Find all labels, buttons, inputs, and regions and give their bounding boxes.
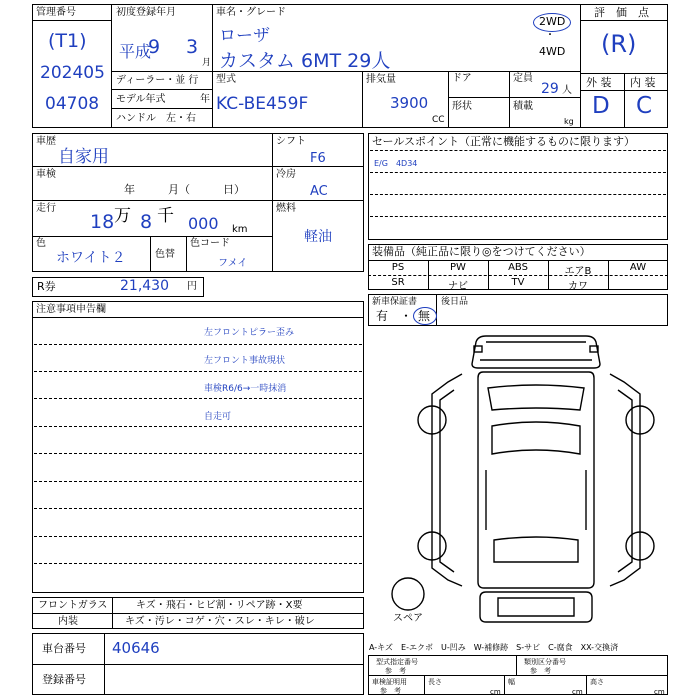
year: 9 (148, 36, 161, 58)
displacement-value: 3900 (390, 94, 429, 112)
recycle-value: 21,430 (120, 278, 169, 294)
equip-navi: ナビ (448, 281, 468, 292)
equip-aw: AW (629, 262, 647, 273)
warranty-value: 有 ・ (376, 309, 413, 323)
width-unit: cm (572, 688, 583, 696)
handle-label: ハンドル 左・右 (116, 113, 196, 124)
recycle-unit: 円 (187, 281, 197, 292)
note-line-3: 車検R6/6→一時抹消 (204, 384, 287, 394)
color-code-value: フメイ (218, 258, 248, 269)
color-code-label: 色コード (190, 238, 230, 249)
warranty-circled: 無 (418, 309, 431, 323)
sales-line1: E/G 4D34 (374, 159, 418, 168)
fuel-label: 燃料 (276, 203, 296, 214)
mileage-unit: km (232, 224, 248, 235)
displacement-unit: CC (432, 115, 445, 125)
later-label: 後日品 (441, 297, 469, 307)
notes-title: 注意事項申告欄 (36, 304, 106, 315)
first-reg-label: 初度登録年月 (116, 7, 176, 18)
car-name: ローザ (219, 26, 270, 46)
fuel-value: 軽油 (304, 229, 332, 245)
score-label: 評 価 点 (594, 6, 649, 19)
ref-2: 参 考 (530, 667, 551, 675)
equip-sr: SR (391, 277, 405, 288)
spare-label: スペア (393, 613, 423, 624)
mileage-sen: 千 (157, 206, 174, 226)
ext-value: D (592, 93, 610, 119)
chassis-value: 40646 (112, 639, 160, 657)
warranty-label: 新車保証書 (372, 297, 418, 307)
model-year-label: モデル年式 (116, 94, 166, 105)
mgmt-no2: 04708 (45, 94, 100, 114)
door-label: ドア (452, 73, 472, 84)
dealer-label: ディーラー・並 行 (116, 75, 199, 86)
vehicle-damage-diagram (368, 330, 668, 630)
equipment-title: 装備品（純正品に限り◎をつけてください） (372, 245, 591, 258)
grade: カスタム 6MT 29人 (219, 50, 391, 72)
cert-label: 車検証明用 (372, 678, 407, 686)
mgmt-no1: 202405 (40, 63, 105, 83)
inspection-line: 年 月（ 日） (124, 183, 245, 196)
front-glass-items: キズ・飛石・ヒビ割・リペア跡・X要 (136, 600, 303, 611)
mgmt-label: 管理番号 (36, 7, 76, 18)
mileage-man: 万 (114, 206, 131, 226)
damage-legend: A-キズ E-エクボ U-凹み W-補修跡 S-サビ C-腐食 XX-交換済 (369, 643, 619, 652)
month-unit: 月 (202, 58, 212, 68)
inspection-label: 車検 (36, 169, 56, 180)
car-name-label: 車名・グレード (216, 7, 286, 18)
note-line-2: 左フロント事故現状 (204, 356, 286, 366)
equip-pw: PW (450, 262, 466, 273)
equip-ps: PS (391, 262, 405, 273)
drive-dot: ・ (545, 30, 555, 41)
color-change-label: 色替 (155, 249, 175, 260)
type-designation-label: 型式指定番号 (376, 658, 418, 666)
note-line-4: 自走可 (204, 412, 232, 422)
type-value: KC-BE459F (216, 94, 309, 114)
equip-airbag: エアB (564, 266, 592, 277)
int-value: C (636, 93, 653, 119)
mileage-b: 8 (140, 211, 153, 233)
sales-title: セールスポイント（正常に機能するものに限ります） (372, 135, 636, 148)
capacity-unit: 人 (562, 85, 572, 96)
drive-4wd: 4WD (539, 45, 566, 58)
ext-label: 外 装 (586, 76, 612, 89)
recycle-box (32, 277, 204, 297)
model-year-unit: 年 (200, 94, 210, 105)
color-value: ホワイト２ (56, 250, 126, 266)
shift-value: F6 (310, 151, 326, 166)
equip-tv: TV (511, 277, 525, 288)
height-label: 高さ (590, 678, 604, 686)
interior-label: 内装 (58, 616, 78, 627)
length-unit: cm (490, 688, 501, 696)
displacement-label: 排気量 (366, 74, 396, 85)
shape-label: 形状 (452, 101, 472, 112)
ac-label: 冷房 (276, 169, 296, 180)
color-label: 色 (36, 238, 46, 249)
front-glass-label: フロントガラス (38, 600, 108, 611)
ac-value: AC (310, 184, 328, 199)
ref-1: 参 考 (385, 667, 406, 675)
recycle-label: R券 (37, 280, 56, 293)
width-label: 幅 (508, 678, 515, 686)
chassis-label: 車台番号 (42, 642, 86, 655)
shift-label: シフト (276, 136, 306, 147)
load-label: 積載 (513, 101, 533, 112)
mgmt-code: (T1) (48, 30, 87, 52)
note-line-1: 左フロントピラー歪み (204, 328, 295, 338)
drive-2wd: 2WD (539, 15, 566, 28)
equip-leather: カワ (568, 281, 588, 292)
category-label: 類別区分番号 (524, 658, 566, 666)
int-label: 内 装 (630, 76, 656, 89)
capacity-label: 定員 (513, 73, 533, 84)
capacity-value: 29 (541, 81, 559, 97)
score-value: (R) (601, 30, 637, 58)
usage-value: 自家用 (58, 147, 109, 167)
equip-abs: ABS (508, 262, 528, 273)
usage-label: 車歴 (36, 136, 56, 147)
mileage-label: 走行 (36, 203, 56, 214)
type-label: 型式 (216, 74, 236, 85)
ref-3: 参 考 (380, 687, 401, 695)
length-label: 長さ (428, 678, 442, 686)
interior-items: キズ・汚レ・コゲ・穴・スレ・キレ・破レ (125, 616, 315, 627)
mileage-c: 000 (188, 214, 219, 233)
load-unit: kg (564, 117, 574, 126)
reg-label: 登録番号 (42, 673, 86, 686)
month: 3 (186, 36, 199, 58)
mileage-a: 18 (90, 211, 115, 233)
era: 平成 (119, 42, 152, 61)
height-unit: cm (654, 688, 665, 696)
